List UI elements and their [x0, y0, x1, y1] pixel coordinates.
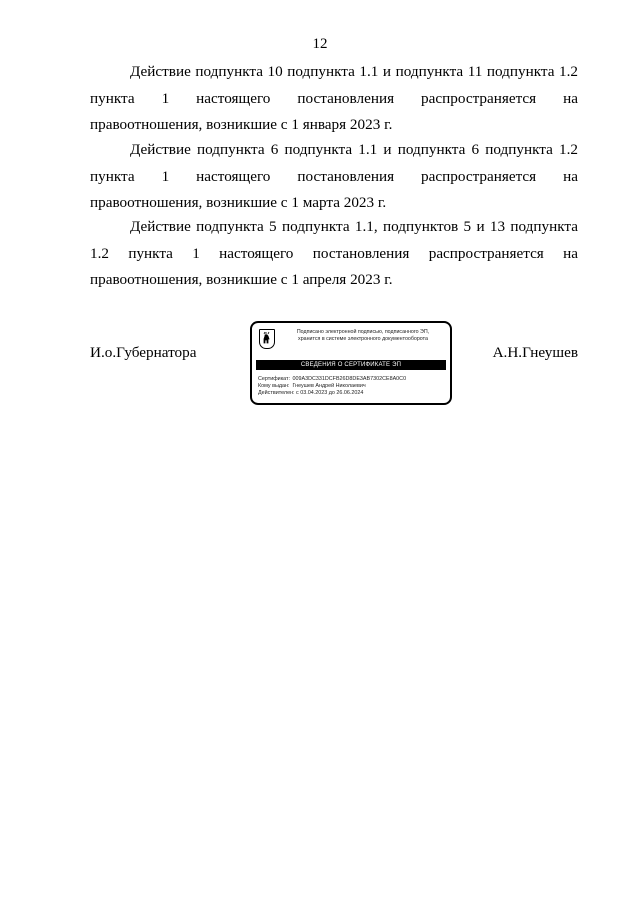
signatory-name: А.Н.Гнеушев [492, 344, 578, 361]
stamp-note-line-1: Подписано электронной подписью, подписанного ЭП, [296, 329, 430, 335]
paragraph-3-line-3: правоотношения, возникшие с 1 апреля 2023 г. [90, 271, 393, 288]
certificate-value: 009A3DC331DCFB26D8DE3AB7302CE8A0C0 [292, 376, 407, 382]
certificate-row [258, 376, 406, 383]
e-signature-stamp [250, 321, 452, 405]
validity-value: с 03.04.2023 до 26.06.2024 [296, 390, 364, 396]
certificate-label: Сертификат: [258, 376, 291, 382]
paragraph-1: Действие подпункта 10 подпункта 1.1 и подпункта 11 подпункта 1.2 пункта 1 настоящего постановления распространяется на правоотношения, возникшие с 1 января 2023 г. [90, 63, 578, 133]
deer-emblem-icon [259, 329, 275, 349]
validity-row [258, 390, 363, 397]
validity-label: Действителен: [258, 390, 295, 396]
paragraph-3 [90, 214, 578, 294]
owner-label: Кому выдан: [258, 383, 290, 389]
owner-value: Гнеушев Андрей Николаевич [292, 383, 366, 389]
owner-row [258, 383, 366, 390]
page-number: 12 [312, 36, 328, 52]
paragraph-3-line-2: 1.2 пункта 1 настоящего постановления распространяется на [90, 244, 578, 262]
paragraph-3-line-1: Действие подпункта 5 подпункта 1.1, подпунктов 5 и 13 подпункта [130, 218, 578, 235]
signatory-title: И.о.Губернатора [90, 344, 197, 361]
paragraph-2: Действие подпункта 6 подпункта 1.1 и подпункта 6 подпункта 1.2 пункта 1 настоящего постановления распространяется на правоотношения, возникшие с 1 марта 2023 г. [90, 141, 578, 211]
stamp-header: СВЕДЕНИЯ О СЕРТИФИКАТЕ ЭП [256, 360, 446, 370]
stamp-note [280, 329, 446, 343]
stamp-note-line-2: хранится в системе электронного документооборота [298, 336, 428, 342]
